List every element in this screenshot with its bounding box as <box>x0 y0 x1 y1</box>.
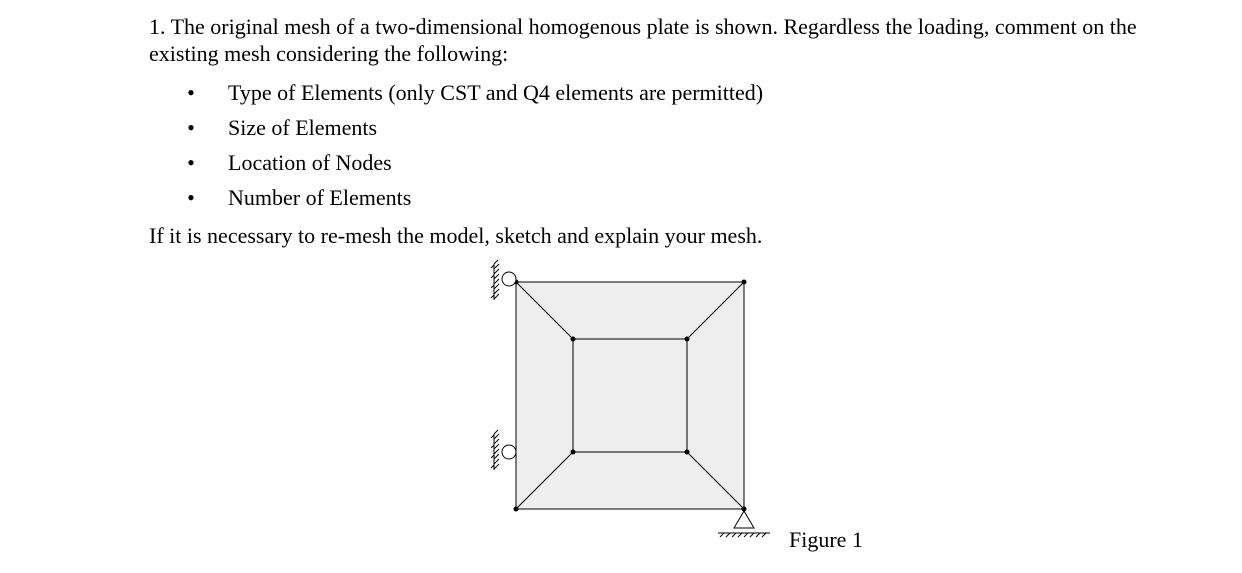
roller-support-icon <box>491 260 516 300</box>
criteria-list <box>185 79 763 219</box>
mesh-figure <box>480 255 800 555</box>
criterion-label: Number of Elements <box>228 185 412 210</box>
list-item <box>185 184 763 219</box>
figure-caption: Figure 1 <box>789 527 863 552</box>
criterion-label: Size of Elements <box>228 115 378 140</box>
node <box>571 450 576 455</box>
roller-support-icon <box>491 430 516 470</box>
node <box>571 337 576 342</box>
node <box>685 450 690 455</box>
list-item <box>185 149 763 184</box>
bullet-icon: • <box>187 150 195 175</box>
list-item <box>185 79 763 114</box>
list-item <box>185 114 763 149</box>
bullet-icon: • <box>187 115 195 140</box>
pin-support-icon <box>718 511 770 537</box>
question-text: 1. The original mesh of a two-dimensional homogenous plate is shown. Regardless the loading, comment on the existing mesh considering the following: <box>149 14 1137 66</box>
node <box>742 280 747 285</box>
closing-instruction: If it is necessary to re-mesh the model, sketch and explain your mesh. <box>149 223 763 248</box>
bullet-icon: • <box>187 80 195 105</box>
criterion-label: Type of Elements (only CST and Q4 elements are permitted) <box>228 80 764 105</box>
bullet-icon: • <box>187 185 195 210</box>
criterion-label: Location of Nodes <box>228 150 392 175</box>
inner-square <box>573 339 687 452</box>
node <box>514 507 519 512</box>
node <box>685 337 690 342</box>
